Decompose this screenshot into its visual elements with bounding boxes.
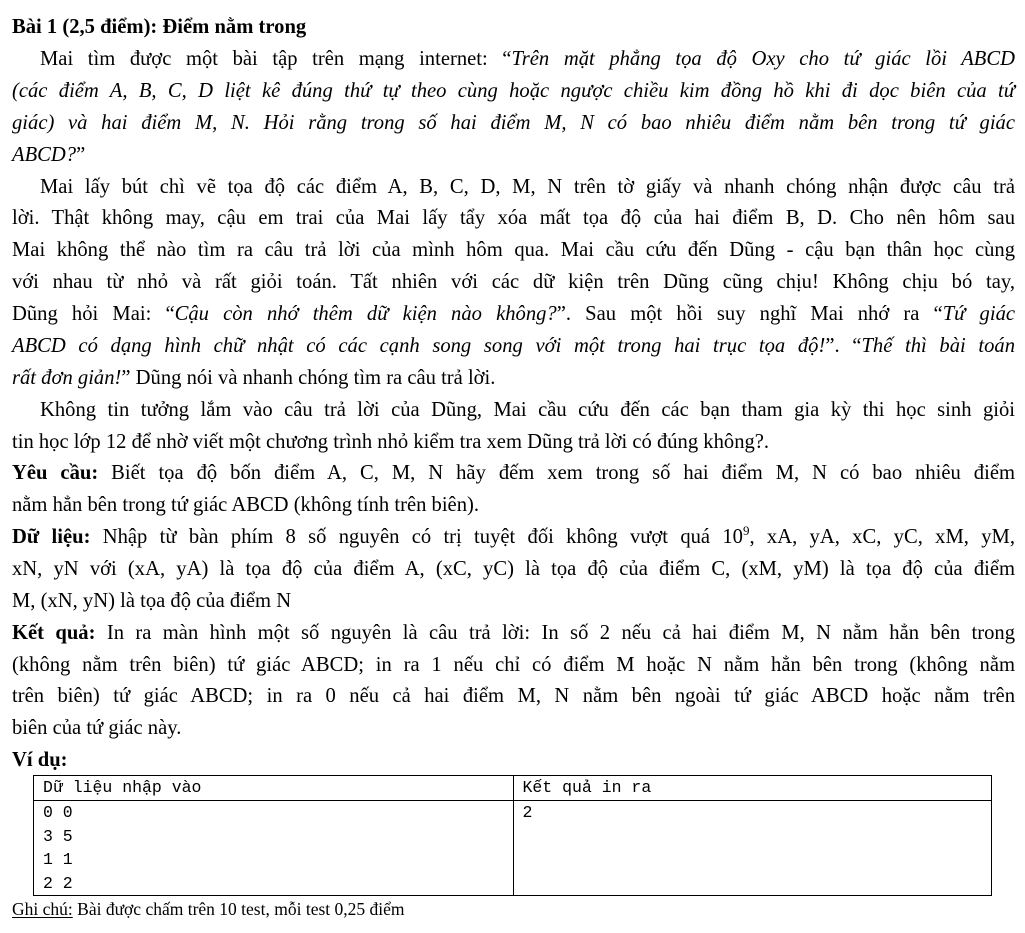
paragraph-2-line-1: Mai lấy bút chì vẽ tọa độ các điểm A, B, C, D, M, N trên tờ giấy và nhanh chóng nhận được câu trả — [40, 176, 1015, 198]
paragraph-2-line-4: với nhau từ nhỏ và rất giỏi toán. Tất nhiên với các dữ kiện trên Dũng cũng chịu! Không chịu bó tay, — [12, 271, 1015, 293]
table-cell-input — [34, 801, 514, 896]
example-label: Ví dụ: — [12, 749, 68, 771]
input-line: 3 5 — [43, 826, 73, 846]
input-line-1: Dữ liệu: Nhập từ bàn phím 8 số nguyên có trị tuyệt đối không vượt quá $10^9$, xA, yA, xC, yC, xM, yM, — [12, 523, 1015, 548]
input-line: 0 0 — [43, 803, 73, 822]
footnote: Ghi chú: Bài được chấm trên 10 test, mỗi test 0,25 điểm — [12, 899, 405, 919]
paragraph-1-line-1: Mai tìm được một bài tập trên mạng internet: “Trên mặt phẳng tọa độ Oxy cho tứ giác lồi ABCD — [40, 48, 1015, 70]
paragraph-2-line-6: ABCD có dạng hình chữ nhật có các cạnh song song với một trong hai trục tọa độ!”. “Thế thì bài toán — [12, 335, 1016, 357]
output-line-1: Kết quả: In ra màn hình một số nguyên là câu trả lời: In số 2 nếu cả hai điểm M, N nằm hẳn bên trong — [12, 622, 1015, 644]
output-label: Kết quả: — [12, 622, 96, 644]
paragraph-2-line-3: Mai không thể nào tìm ra câu trả lời của mình hôm qua. Mai cầu cứu đến Dũng - cậu bạn thân học cùng — [12, 239, 1015, 261]
input-line: 1 1 — [43, 850, 73, 869]
table-cell-output — [513, 801, 992, 896]
requirement-label: Yêu cầu: — [12, 462, 99, 484]
problem-title: Bài 1 (2,5 điểm): Điểm nằm trong — [12, 16, 307, 38]
paragraph-3-line-2: tin học lớp 12 để nhờ viết một chương trình nhỏ kiểm tra xem Dũng trả lời có đúng không?. — [12, 431, 770, 453]
paragraph-2-line-2: lời. Thật không may, cậu em trai của Mai lấy tẩy xóa mất tọa độ của hai điểm B, D. Cho nên hôm sau — [12, 207, 1015, 229]
table-header-input: Dữ liệu nhập vào — [34, 776, 514, 801]
paragraph-2-line-5: Dũng hỏi Mai: “Cậu còn nhớ thêm dữ kiện nào không?”. Sau một hồi suy nghĩ Mai nhớ ra “Tứ giác — [12, 303, 1016, 325]
paragraph-2-line-7: rất đơn giản!” Dũng nói và nhanh chóng tìm ra câu trả lời. — [12, 367, 496, 389]
requirement-line-1: Yêu cầu: Biết tọa độ bốn điểm A, C, M, N hãy đếm xem trong số hai điểm M, N có bao nhiêu điểm — [12, 462, 1015, 484]
example-table — [33, 775, 992, 896]
paragraph-1-line-3: giác) và hai điểm M, N. Hỏi rằng trong số hai điểm M, N có bao nhiêu điểm nằm bên trong tứ giác — [12, 112, 1015, 134]
paragraph-3-line-1: Không tin tưởng lắm vào câu trả lời của Dũng, Mai cầu cứu đến các bạn tham gia kỳ thi học sinh giỏi — [40, 399, 1015, 421]
paragraph-1-line-2: (các điểm A, B, C, D liệt kê đúng thứ tự theo cùng hoặc ngược chiều kim đồng hồ khi đi dọc biên của tứ — [12, 80, 1015, 102]
output-line-3: trên biên) tứ giác ABCD; in ra 0 nếu cả hai điểm M, N nằm bên ngoài tứ giác ABCD hoặc nằm trên — [12, 685, 1015, 707]
input-line-3: M, (xN, yN) là tọa độ của điểm N — [12, 590, 292, 612]
paragraph-1-line-4: ABCD?” — [12, 144, 86, 166]
output-line-2: (không nằm trên biên) tứ giác ABCD; in ra 1 nếu chỉ có điểm M hoặc N nằm hẳn bên trong (không nằm — [12, 654, 1015, 676]
input-line: 2 2 — [43, 873, 73, 893]
footnote-label: Ghi chú: — [12, 899, 73, 919]
input-label: Dữ liệu: — [12, 526, 91, 548]
table-header-output: Kết quả in ra — [513, 776, 992, 801]
table-header-row — [34, 776, 992, 801]
input-line-2: xN, yN với (xA, yA) là tọa độ của điểm A, (xC, yC) là tọa độ của điểm C, (xM, yM) là tọa độ của điểm — [12, 558, 1015, 580]
output-line: 2 — [522, 803, 533, 822]
output-line-4: biên của tứ giác này. — [12, 717, 182, 739]
table-row — [34, 801, 992, 896]
requirement-line-2: nằm hẳn bên trong tứ giác ABCD (không tính trên biên). — [12, 494, 479, 516]
